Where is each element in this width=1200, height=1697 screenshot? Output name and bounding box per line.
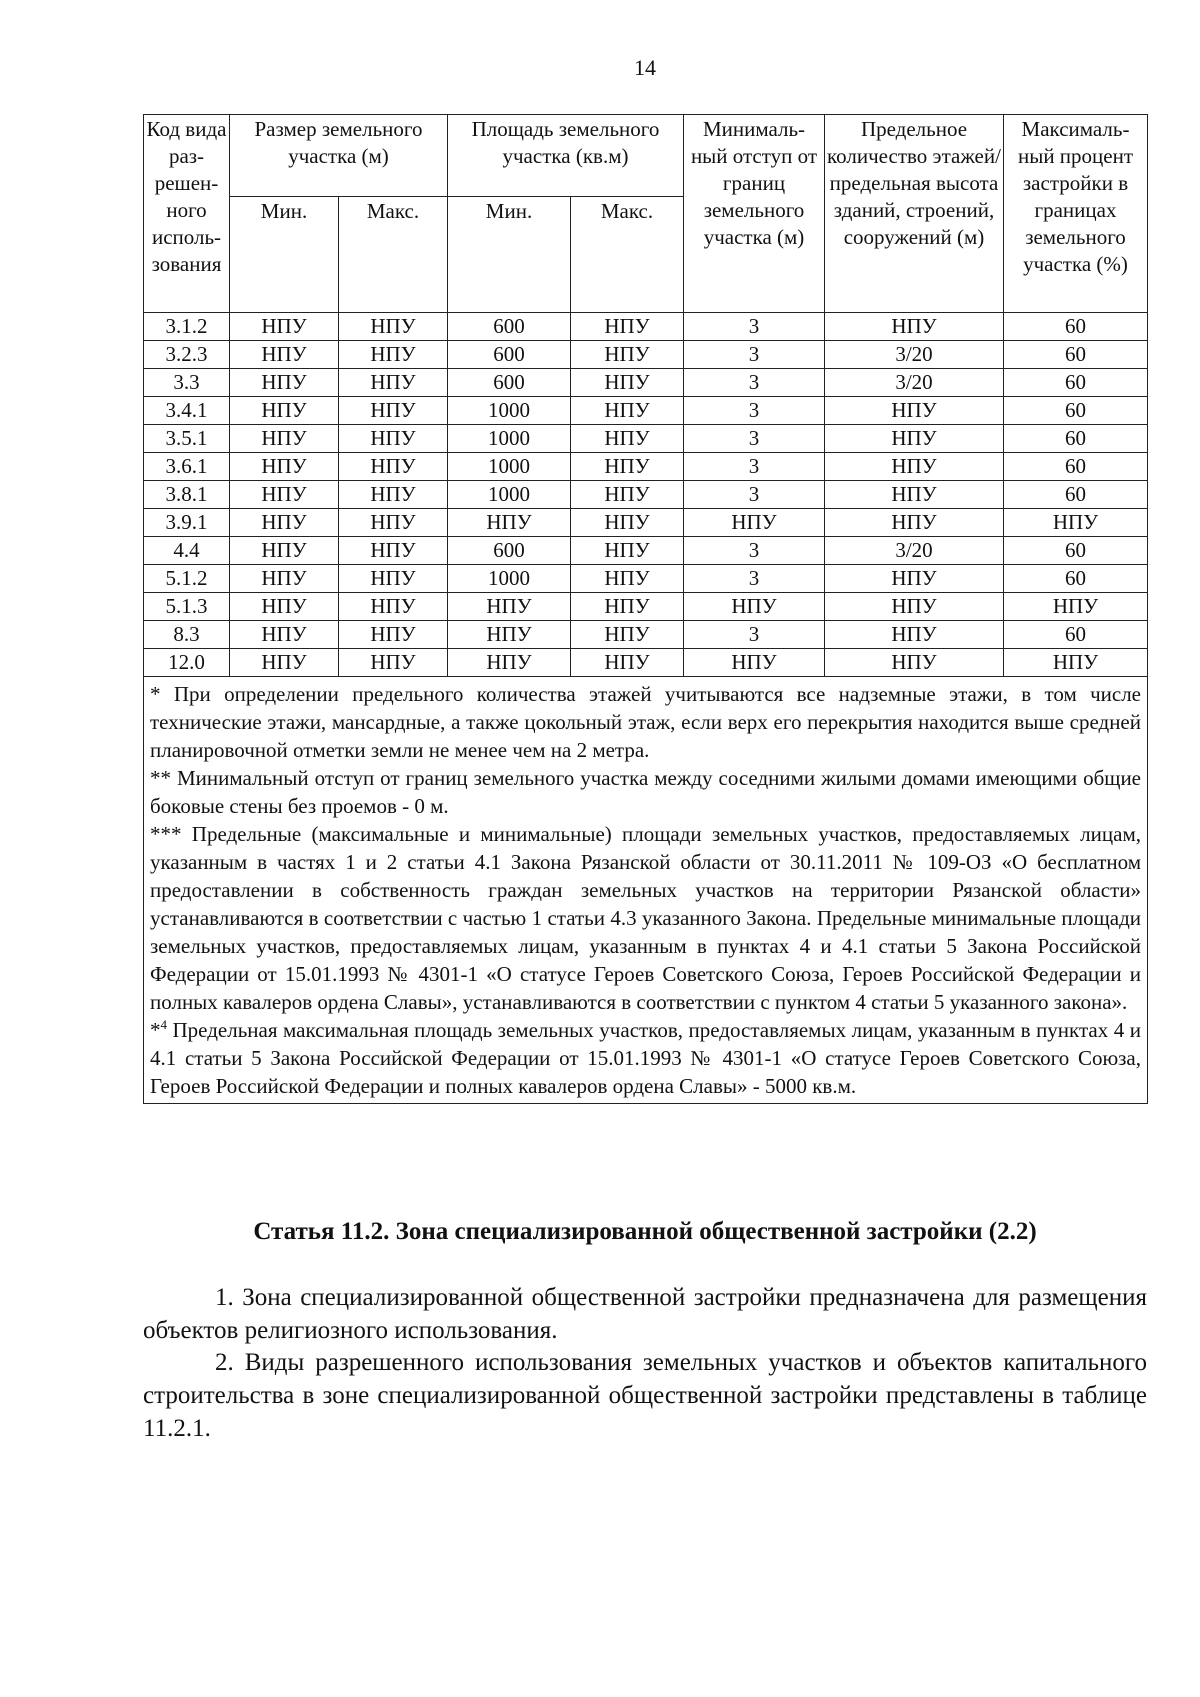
cell-setback: 3 xyxy=(684,341,825,369)
header-area-min: Мин. xyxy=(448,197,571,313)
cell-area-min: НПУ xyxy=(448,649,571,677)
cell-size-min: НПУ xyxy=(230,537,339,565)
cell-setback: НПУ xyxy=(684,593,825,621)
cell-code: 3.6.1 xyxy=(144,453,230,481)
cell-setback: 3 xyxy=(684,425,825,453)
cell-setback: 3 xyxy=(684,481,825,509)
cell-code: 3.5.1 xyxy=(144,425,230,453)
cell-floors: НПУ xyxy=(825,481,1004,509)
cell-setback: 3 xyxy=(684,369,825,397)
cell-size-min: НПУ xyxy=(230,313,339,341)
page-number: 14 xyxy=(634,55,656,80)
table-row xyxy=(144,593,1148,621)
cell-size-min: НПУ xyxy=(230,509,339,537)
table-notes xyxy=(144,677,1148,1104)
cell-size-max: НПУ xyxy=(339,369,448,397)
cell-area-min: 600 xyxy=(448,369,571,397)
cell-area-max: НПУ xyxy=(571,565,684,593)
cell-size-max: НПУ xyxy=(339,509,448,537)
note-plot-areas: *** Предельные (максимальные и минимальные) площади земельных участков, предоставляемых лицам, указанным в частях 1 и 2 статьи 4.1 Закона Рязанской области от 30.11.2011 № 109-ОЗ «О бесплатном предоставлении в собственность граждан земельных участков на территории Рязанской области» устанавливаются в соответствии с частью 1 статьи 4.3 указанного Закона. Предельные минимальные площади земельных участков, предоставляемых лицам, указанным в пунктах 4 и 4.1 статьи 5 Закона Российской Федерации от 15.01.1993 № 4301-1 «О статусе Героев Советского Союза, Героев Российской Федерации и полных кавалеров ордена Славы», устанавливаются в соответствии с пунктом 4 статьи 5 указанного закона». xyxy=(150,822,1141,1014)
cell-coverage: 60 xyxy=(1004,397,1148,425)
table-row xyxy=(144,649,1148,677)
cell-coverage: НПУ xyxy=(1004,593,1148,621)
cell-floors: 3/20 xyxy=(825,369,1004,397)
cell-area-max: НПУ xyxy=(571,481,684,509)
cell-area-max: НПУ xyxy=(571,397,684,425)
cell-code: 5.1.3 xyxy=(144,593,230,621)
cell-coverage: 60 xyxy=(1004,313,1148,341)
cell-area-max: НПУ xyxy=(571,313,684,341)
cell-size-max: НПУ xyxy=(339,313,448,341)
note-max-area-star: * xyxy=(150,1018,161,1042)
cell-coverage: 60 xyxy=(1004,621,1148,649)
cell-coverage: НПУ xyxy=(1004,509,1148,537)
cell-coverage: 60 xyxy=(1004,481,1148,509)
note-max-area-sup: 4 xyxy=(160,1017,167,1032)
cell-area-min: 1000 xyxy=(448,453,571,481)
header-max-coverage: Максималь-ный процент застройки в границах земельного участка (%) xyxy=(1004,115,1148,313)
table-row xyxy=(144,453,1148,481)
cell-floors: 3/20 xyxy=(825,537,1004,565)
cell-size-min: НПУ xyxy=(230,425,339,453)
cell-size-min: НПУ xyxy=(230,481,339,509)
cell-area-max: НПУ xyxy=(571,593,684,621)
header-area-max: Макс. xyxy=(571,197,684,313)
article-title: Статья 11.2. Зона специализированной общественной застройки (2.2) xyxy=(253,1218,1037,1245)
header-max-floors: Предельное количество этажей/ предельная высота зданий, строений, сооружений (м) xyxy=(825,115,1004,313)
note-setback: ** Минимальный отступ от границ земельного участка между соседними жилыми домами имеющими общие боковые стены без проемов - 0 м. xyxy=(150,766,1141,818)
cell-setback: 3 xyxy=(684,453,825,481)
cell-size-max: НПУ xyxy=(339,565,448,593)
cell-size-max: НПУ xyxy=(339,621,448,649)
cell-area-min: НПУ xyxy=(448,621,571,649)
note-max-area-text: Предельная максимальная площадь земельных участков, предоставляемых лицам, указанным в пунктах 4 и 4.1 статьи 5 Закона Российской Федерации от 15.01.1993 № 4301-1 «О статусе Героев Советского Союза, Героев Российской Федерации и полных кавалеров ордена Славы» - 5000 кв.м. xyxy=(150,1018,1141,1098)
article-paragraph-1: 1. Зона специализированной общественной застройки предназначена для размещения объектов религиозного использования. xyxy=(143,1284,1147,1344)
cell-size-max: НПУ xyxy=(339,649,448,677)
cell-area-max: НПУ xyxy=(571,621,684,649)
cell-size-max: НПУ xyxy=(339,453,448,481)
table-row xyxy=(144,509,1148,537)
cell-area-min: 600 xyxy=(448,313,571,341)
cell-setback: 3 xyxy=(684,621,825,649)
cell-setback: НПУ xyxy=(684,649,825,677)
cell-area-max: НПУ xyxy=(571,453,684,481)
header-size-min: Мин. xyxy=(230,197,339,313)
cell-setback: 3 xyxy=(684,565,825,593)
cell-coverage: 60 xyxy=(1004,425,1148,453)
cell-size-max: НПУ xyxy=(339,341,448,369)
cell-size-min: НПУ xyxy=(230,649,339,677)
cell-floors: НПУ xyxy=(825,649,1004,677)
cell-area-min: 1000 xyxy=(448,397,571,425)
cell-coverage: 60 xyxy=(1004,565,1148,593)
cell-size-min: НПУ xyxy=(230,397,339,425)
cell-floors: НПУ xyxy=(825,397,1004,425)
header-plot-size: Размер земельного участка (м) xyxy=(230,115,448,197)
table-row xyxy=(144,565,1148,593)
note-max-area xyxy=(150,1016,1141,1100)
cell-size-max: НПУ xyxy=(339,425,448,453)
cell-size-min: НПУ xyxy=(230,565,339,593)
cell-size-min: НПУ xyxy=(230,453,339,481)
table-row xyxy=(144,341,1148,369)
header-code: Код вида раз-решен-ного исполь-зования xyxy=(144,115,230,313)
cell-area-min: 600 xyxy=(448,537,571,565)
zoning-parameters-table xyxy=(143,114,1148,1104)
cell-floors: НПУ xyxy=(825,313,1004,341)
cell-setback: 3 xyxy=(684,313,825,341)
cell-area-min: 1000 xyxy=(448,425,571,453)
cell-size-max: НПУ xyxy=(339,397,448,425)
cell-floors: НПУ xyxy=(825,621,1004,649)
cell-area-min: НПУ xyxy=(448,509,571,537)
cell-area-max: НПУ xyxy=(571,425,684,453)
cell-size-max: НПУ xyxy=(339,481,448,509)
cell-area-max: НПУ xyxy=(571,537,684,565)
cell-area-min: НПУ xyxy=(448,593,571,621)
table-row xyxy=(144,369,1148,397)
cell-code: 3.3 xyxy=(144,369,230,397)
cell-coverage: 60 xyxy=(1004,341,1148,369)
cell-code: 12.0 xyxy=(144,649,230,677)
cell-area-max: НПУ xyxy=(571,369,684,397)
cell-code: 3.4.1 xyxy=(144,397,230,425)
header-plot-area: Площадь земельного участка (кв.м) xyxy=(448,115,684,197)
cell-coverage: 60 xyxy=(1004,369,1148,397)
cell-area-min: 1000 xyxy=(448,481,571,509)
cell-code: 3.1.2 xyxy=(144,313,230,341)
cell-coverage: НПУ xyxy=(1004,649,1148,677)
cell-code: 3.2.3 xyxy=(144,341,230,369)
article-paragraph-2: 2. Виды разрешенного использования земельных участков и объектов капитального строительства в зоне специализированной общественной застройки представлены в таблице 11.2.1. xyxy=(143,1349,1147,1442)
cell-area-min: 600 xyxy=(448,341,571,369)
cell-area-max: НПУ xyxy=(571,649,684,677)
table-row xyxy=(144,313,1148,341)
cell-floors: НПУ xyxy=(825,509,1004,537)
cell-setback: НПУ xyxy=(684,509,825,537)
cell-setback: 3 xyxy=(684,397,825,425)
cell-code: 3.8.1 xyxy=(144,481,230,509)
notes-row xyxy=(144,677,1148,1104)
cell-setback: 3 xyxy=(684,537,825,565)
cell-floors: НПУ xyxy=(825,453,1004,481)
table-row xyxy=(144,397,1148,425)
cell-size-min: НПУ xyxy=(230,621,339,649)
cell-size-min: НПУ xyxy=(230,369,339,397)
cell-size-max: НПУ xyxy=(339,593,448,621)
cell-code: 8.3 xyxy=(144,621,230,649)
cell-code: 4.4 xyxy=(144,537,230,565)
cell-area-max: НПУ xyxy=(571,341,684,369)
cell-area-min: 1000 xyxy=(448,565,571,593)
cell-floors: НПУ xyxy=(825,593,1004,621)
cell-size-min: НПУ xyxy=(230,341,339,369)
cell-floors: НПУ xyxy=(825,425,1004,453)
table-row xyxy=(144,481,1148,509)
table-row xyxy=(144,537,1148,565)
cell-floors: 3/20 xyxy=(825,341,1004,369)
header-min-setback: Минималь-ный отступ от границ земельного участка (м) xyxy=(684,115,825,313)
header-size-max: Макс. xyxy=(339,197,448,313)
table-row xyxy=(144,425,1148,453)
cell-coverage: 60 xyxy=(1004,453,1148,481)
cell-size-max: НПУ xyxy=(339,537,448,565)
cell-size-min: НПУ xyxy=(230,593,339,621)
cell-floors: НПУ xyxy=(825,565,1004,593)
cell-coverage: 60 xyxy=(1004,537,1148,565)
table-row xyxy=(144,621,1148,649)
cell-code: 5.1.2 xyxy=(144,565,230,593)
note-floors: * При определении предельного количества этажей учитываются все надземные этажи, в том числе технические этажи, мансардные, а также цокольный этаж, если верх его перекрытия находится выше средней планировочной отметки земли не менее чем на 2 метра. xyxy=(150,682,1141,762)
cell-area-max: НПУ xyxy=(571,509,684,537)
cell-code: 3.9.1 xyxy=(144,509,230,537)
